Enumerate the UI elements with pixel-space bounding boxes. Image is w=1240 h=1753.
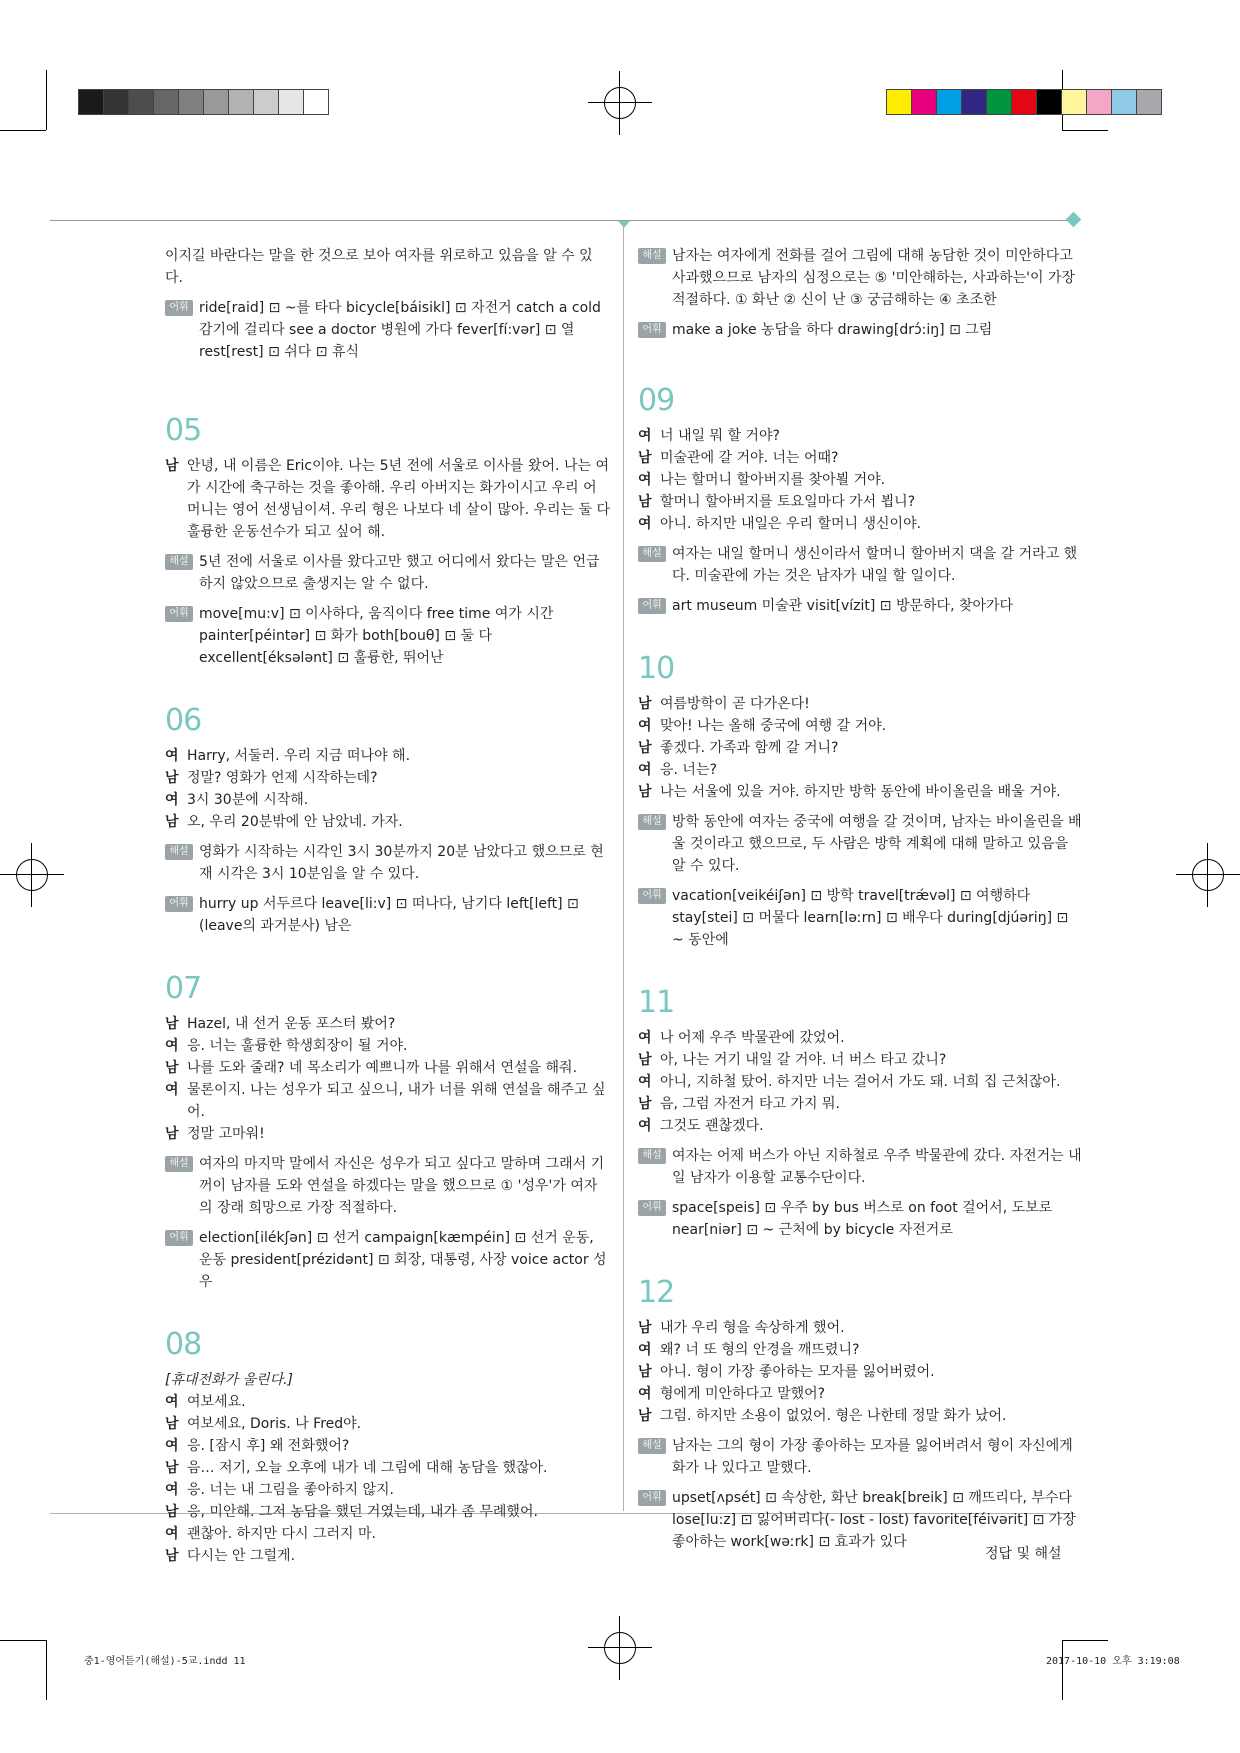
dialogue-line: [638, 1115, 1083, 1137]
explain-tag: 해설: [638, 814, 666, 830]
dialogue-line: [165, 1523, 610, 1545]
vocab-note: [638, 319, 1083, 341]
explain-tag: 해설: [638, 1438, 666, 1454]
explain-tag: 해설: [638, 1148, 666, 1164]
dialogue-line: [638, 715, 1083, 737]
dialogue-text: 나는 할머니 할아버지를 찾아뵐 거야.: [660, 472, 886, 488]
dialogue-line: [165, 811, 610, 833]
color-swatch: [937, 90, 962, 114]
color-swatch: [129, 90, 154, 114]
explain-note: [638, 1435, 1083, 1479]
explain-note: [165, 1153, 610, 1219]
dialogue-line: [165, 1457, 610, 1479]
question-12: [638, 1273, 1083, 1553]
speaker-label: 남: [165, 1504, 179, 1520]
vocab-text: move[mu:v] ⊡ 이사하다, 움직이다 free time 여가 시간 painter[péintər] ⊡ 화가 both[bouθ] ⊡ 둘 다 excellent[éksələnt] ⊡ 훌륭한, 뛰어난: [199, 606, 554, 666]
speaker-label: 여: [638, 1342, 652, 1358]
question-07: [165, 969, 610, 1293]
question-08: [165, 1325, 610, 1567]
registration-mark: [600, 1628, 640, 1668]
question-number: 09: [638, 383, 675, 418]
dialogue-text: 나는 서울에 있을 거야. 하지만 방학 동안에 바이올린을 배울 거야.: [660, 784, 1061, 800]
dialogue-line: [638, 491, 1083, 513]
explain-text: 여자의 마지막 말에서 자신은 성우가 되고 싶다고 말하며 그래서 기꺼이 남자를 도와 연설을 하겠다는 말을 했으므로 ① '성우'가 여자의 장래 희망으로 가장 적절하다.: [199, 1156, 605, 1216]
explain-note: [165, 841, 610, 885]
speaker-label: 여: [638, 718, 652, 734]
speaker-label: 남: [638, 1096, 652, 1112]
color-swatch: [279, 90, 304, 114]
explain-text: 방학 동안에 여자는 중국에 여행을 갈 것이며, 남자는 바이올린을 배울 것이라고 했으므로, 두 사람은 방학 계획에 대해 말하고 있음을 알 수 있다.: [672, 814, 1082, 874]
speaker-label: 남: [638, 1052, 652, 1068]
process-color-bar: [886, 89, 1162, 115]
color-swatch: [1137, 90, 1161, 114]
dialogue-text: 좋겠다. 가족과 함께 갈 거니?: [660, 740, 839, 756]
dialogue-text: 안녕, 내 이름은 Eric이야. 나는 5년 전에 서울로 이사를 왔어. 나는 여가 시간에 축구하는 것을 좋아해. 우리 아버지는 화가이시고 우리 어머니는 영어 선생님이셔. 우리 형은 나보다 네 살이 많아. 우리는 둘 다 훌륭한 운동선수가 되고 싶어 해.: [187, 458, 610, 540]
color-swatch: [987, 90, 1012, 114]
speaker-label: 여: [165, 792, 179, 808]
question-number: 12: [638, 1275, 675, 1310]
dialogue-line: [165, 1057, 610, 1079]
vocab-note: [638, 595, 1083, 617]
speaker-label: 남: [638, 696, 652, 712]
speaker-label: 남: [165, 458, 179, 474]
dialogue-line: [165, 1545, 610, 1567]
explain-text: 5년 전에 서울로 이사를 왔다고만 했고 어디에서 왔다는 말은 언급하지 않았으므로 출생지는 알 수 없다.: [199, 554, 600, 592]
question-number: 07: [165, 971, 202, 1006]
dialogue-line: [638, 513, 1083, 535]
intro-section: [165, 245, 610, 363]
color-swatch: [104, 90, 129, 114]
dialogue-line: [638, 1093, 1083, 1115]
question-number: 11: [638, 985, 675, 1020]
dialogue-line: [638, 1405, 1083, 1427]
dialogue-text: 다시는 안 그럴게.: [187, 1548, 296, 1564]
speaker-label: 여: [638, 472, 652, 488]
speaker-label: 남: [165, 1060, 179, 1076]
question-08-notes: [638, 245, 1083, 341]
vocab-note: [165, 297, 610, 363]
color-swatch: [254, 90, 279, 114]
explain-note: [638, 1145, 1083, 1189]
registration-mark: [600, 83, 640, 123]
dialogue-text: 음… 저기, 오늘 오후에 내가 네 그림에 대해 농담을 했잖아.: [187, 1460, 548, 1476]
vocab-text: hurry up 서두르다 leave[li:v] ⊡ 떠나다, 남기다 left[left] ⊡ (leave의 과거분사) 남은: [199, 896, 579, 934]
speaker-label: 남: [165, 1460, 179, 1476]
explain-note: [165, 551, 610, 595]
speaker-label: 여: [638, 1118, 652, 1134]
grey-color-bar: [78, 89, 329, 115]
slug-right: 2017-10-10 오후 3:19:08: [1046, 1656, 1180, 1667]
dialogue-text: 맞아! 나는 올해 중국에 여행 갈 거야.: [660, 718, 887, 734]
dialogue-text: 오, 우리 20분밖에 안 남았네. 가자.: [187, 814, 403, 830]
dialogue-text: 할머니 할아버지를 토요일마다 가서 뵙니?: [660, 494, 916, 510]
dialogue-text: 응. [잠시 후] 왜 전화했어?: [187, 1438, 350, 1454]
color-swatch: [1062, 90, 1087, 114]
question-number: 05: [165, 413, 202, 448]
vocab-text: election[ilékʃən] ⊡ 선거 campaign[kæmpéin] ⊡ 선거 운동, 운동 president[prézidənt] ⊡ 회장, 대통령, 사장 voice actor 성우: [199, 1230, 607, 1290]
speaker-label: 남: [638, 1320, 652, 1336]
dialogue-line: [165, 1413, 610, 1435]
color-swatch: [204, 90, 229, 114]
crop-mark: [1062, 1640, 1108, 1641]
color-swatch: [1037, 90, 1062, 114]
color-swatch: [1012, 90, 1037, 114]
dialogue-line: [638, 1361, 1083, 1383]
speaker-label: 남: [638, 494, 652, 510]
speaker-label: 여: [165, 748, 179, 764]
dialogue-text: Harry, 서둘러. 우리 지금 떠나야 해.: [187, 748, 411, 764]
dialogue-text: 응. 너는?: [660, 762, 717, 778]
vocab-tag: 어휘: [638, 1200, 666, 1216]
vocab-tag: 어휘: [638, 322, 666, 338]
color-swatch: [887, 90, 912, 114]
explain-tag: 해설: [165, 844, 193, 860]
explain-text: 여자는 내일 할머니 생신이라서 할머니 할아버지 댁을 갈 거라고 했다. 미술관에 가는 것은 남자가 내일 할 일이다.: [672, 546, 1078, 584]
vocab-text: upset[ʌpsét] ⊡ 속상한, 화난 break[breik] ⊡ 깨뜨리다, 부수다 lose[lu:z] ⊡ 잃어버리다(- lost - lost) favorite[féivərit] ⊡ 가장 좋아하는 work[wəːrk] ⊡ 효과가 있다: [672, 1490, 1076, 1550]
dialogue-text: 너 내일 뭐 할 거야?: [660, 428, 780, 444]
color-swatch: [962, 90, 987, 114]
explain-note: [638, 245, 1083, 311]
crop-mark: [0, 1640, 46, 1641]
speaker-label: 여: [638, 762, 652, 778]
speaker-label: 여: [165, 1082, 179, 1098]
dialogue-line: [165, 1479, 610, 1501]
vocab-tag: 어휘: [638, 888, 666, 904]
vocab-tag: 어휘: [638, 1490, 666, 1506]
registration-mark: [12, 855, 52, 895]
registration-mark: [1188, 855, 1228, 895]
speaker-label: 남: [638, 740, 652, 756]
vocab-text: ride[raid] ⊡ ~를 타다 bicycle[báisikl] ⊡ 자전거 catch a cold 감기에 걸리다 see a doctor 병원에 가다 fever[fí:vər] ⊡ 열 rest[rest] ⊡ 쉬다 ⊡ 휴식: [199, 300, 601, 360]
intro-text: 이지길 바란다는 말을 한 것으로 보아 여자를 위로하고 있음을 알 수 있다.: [165, 248, 593, 286]
dialogue-line: [638, 737, 1083, 759]
dialogue-line: [165, 1123, 610, 1145]
dialogue-line: [638, 1339, 1083, 1361]
dialogue-text: 형에게 미안하다고 말했어?: [660, 1386, 826, 1402]
dialogue-line: [165, 789, 610, 811]
dialogue-line: [638, 447, 1083, 469]
vocab-text: art museum 미술관 visit[vízit] ⊡ 방문하다, 찾아가다: [672, 598, 1014, 614]
dialogue-text: 괜찮아. 하지만 다시 그러지 마.: [187, 1526, 376, 1542]
speaker-label: 남: [638, 1408, 652, 1424]
speaker-label: 남: [165, 1548, 179, 1564]
dialogue-text: 아니, 지하철 탔어. 하지만 너는 걸어서 가도 돼. 너희 집 근처잖아.: [660, 1074, 1061, 1090]
question-09: [638, 381, 1083, 617]
vocab-note: [638, 885, 1083, 951]
vocab-note: [165, 603, 610, 669]
color-swatch: [229, 90, 254, 114]
speaker-label: 여: [638, 1030, 652, 1046]
speaker-label: 여: [165, 1438, 179, 1454]
dialogue-line: [165, 455, 610, 543]
dialogue-line: [638, 1383, 1083, 1405]
vocab-tag: 어휘: [638, 598, 666, 614]
speaker-label: 여: [638, 428, 652, 444]
footer-label: 정답 및 해설: [985, 1546, 1062, 1562]
rule-marker-triangle: [618, 221, 630, 228]
dialogue-text: 아, 나는 거기 내일 갈 거야. 너 버스 타고 갔니?: [660, 1052, 947, 1068]
crop-mark: [1062, 130, 1108, 131]
dialogue-text: 응. 너는 훌륭한 학생회장이 될 거야.: [187, 1038, 408, 1054]
question-number: 06: [165, 703, 202, 738]
color-swatch: [304, 90, 328, 114]
explain-note: [638, 543, 1083, 587]
dialogue-text: Hazel, 내 선거 운동 포스터 봤어?: [187, 1016, 396, 1032]
dialogue-line: [165, 1391, 610, 1413]
vocab-text: space[speis] ⊡ 우주 by bus 버스로 on foot 걸어서, 도보로 near[niər] ⊡ ~ 근처에 by bicycle 자전거로: [672, 1200, 1053, 1238]
speaker-label: 남: [165, 1126, 179, 1142]
dialogue-text: 정말 고마워!: [187, 1126, 265, 1142]
vocab-tag: 어휘: [165, 300, 193, 316]
dialogue-text: 여름방학이 곧 다가온다!: [660, 696, 810, 712]
explain-tag: 해설: [165, 554, 193, 570]
color-swatch: [79, 90, 104, 114]
dialogue-text: 여보세요, Doris. 나 Fred야.: [187, 1416, 362, 1432]
dialogue-line: [165, 1501, 610, 1523]
dialogue-line: [638, 781, 1083, 803]
vocab-tag: 어휘: [165, 606, 193, 622]
question-05: [165, 411, 610, 669]
dialogue-text: 물론이지. 나는 성우가 되고 싶으니, 내가 너를 위해 연설을 해주고 싶어.: [187, 1082, 606, 1120]
dialogue-text: 그것도 괜찮겠다.: [660, 1118, 764, 1134]
rule-marker-diamond: [1066, 212, 1082, 228]
speaker-label: 여: [165, 1394, 179, 1410]
dialogue-text: 내가 우리 형을 속상하게 했어.: [660, 1320, 845, 1336]
speaker-label: 남: [165, 814, 179, 830]
dialogue-text: 아니. 하지만 내일은 우리 할머니 생신이야.: [660, 516, 922, 532]
vocab-note: [165, 1227, 610, 1293]
color-swatch: [912, 90, 937, 114]
speaker-label: 여: [638, 1386, 652, 1402]
question-06: [165, 701, 610, 937]
color-swatch: [179, 90, 204, 114]
dialogue-line: [165, 1035, 610, 1057]
slug-left: 중1-영어듣기(해설)-5교.indd 11: [84, 1656, 246, 1667]
speaker-label: 남: [165, 1016, 179, 1032]
right-column: [638, 245, 1083, 1585]
speaker-label: 여: [165, 1526, 179, 1542]
question-number: 10: [638, 651, 675, 686]
dialogue-line: [638, 469, 1083, 491]
vocab-tag: 어휘: [165, 896, 193, 912]
crop-mark: [1062, 1640, 1063, 1700]
dialogue-text: 음, 그럼 자전거 타고 가지 뭐.: [660, 1096, 840, 1112]
dialogue-line: [165, 767, 610, 789]
crop-mark: [46, 1640, 47, 1700]
dialogue-text: 아니. 형이 가장 좋아하는 모자를 잃어버렸어.: [660, 1364, 935, 1380]
vocab-tag: 어휘: [165, 1230, 193, 1246]
dialogue-text: 여보세요.: [187, 1394, 246, 1410]
dialogue-text: 그럼. 하지만 소용이 없었어. 형은 나한테 정말 화가 났어.: [660, 1408, 1007, 1424]
explain-tag: 해설: [165, 1156, 193, 1172]
dialogue-line: [165, 1079, 610, 1123]
speaker-label: 여: [638, 1074, 652, 1090]
explain-text: 영화가 시작하는 시각인 3시 30분까지 20분 남았다고 했으므로 현재 시각은 3시 10분임을 알 수 있다.: [199, 844, 604, 882]
question-11: [638, 983, 1083, 1241]
question-10: [638, 649, 1083, 951]
speaker-label: 남: [638, 450, 652, 466]
speaker-label: 여: [638, 516, 652, 532]
dialogue-text: 나를 도와 줄래? 네 목소리가 예쁘니까 나를 위해서 연설을 해줘.: [187, 1060, 578, 1076]
speaker-label: 여: [165, 1038, 179, 1054]
column-divider: [623, 226, 624, 1511]
dialogue-line: [638, 1071, 1083, 1093]
vocab-text: make a joke 농담을 하다 drawing[drɔ́:iŋ] ⊡ 그림: [672, 322, 993, 338]
speaker-label: 남: [165, 770, 179, 786]
vocab-note: [638, 1197, 1083, 1241]
explain-tag: 해설: [638, 248, 666, 264]
color-swatch: [1112, 90, 1137, 114]
dialogue-text: 미술관에 갈 거야. 너는 어때?: [660, 450, 839, 466]
explain-text: 남자는 여자에게 전화를 걸어 그림에 대해 농담한 것이 미안하다고 사과했으므로 남자의 심정으로는 ⑤ '미안해하는, 사과하는'이 가장 적절하다. ① 화난 ② 신이 난 ③ 궁금해하는 ④ 초조한: [672, 248, 1076, 308]
dialogue-line: [638, 759, 1083, 781]
crop-mark: [0, 130, 46, 131]
top-rule: [50, 220, 1075, 221]
vocab-text: vacation[veikéiʃən] ⊡ 방학 travel[trǽvəl] ⊡ 여행하다 stay[stei] ⊡ 머물다 learn[ləːrn] ⊡ 배우다 during[djúəriŋ] ⊡ ~ 동안에: [672, 888, 1069, 948]
dialogue-line: [638, 693, 1083, 715]
dialogue-text: 응, 미안해. 그저 농담을 했던 거였는데, 내가 좀 무례했어.: [187, 1504, 538, 1520]
dialogue-line: [165, 1013, 610, 1035]
color-swatch: [1087, 90, 1112, 114]
dialogue-text: 응. 너는 내 그림을 좋아하지 않지.: [187, 1482, 394, 1498]
dialogue-line: [638, 1027, 1083, 1049]
stage-direction: [휴대전화가 울린다.]: [165, 1372, 294, 1388]
explain-text: 여자는 어제 버스가 아닌 지하철로 우주 박물관에 갔다. 자전거는 내일 남자가 이용할 교통수단이다.: [672, 1148, 1082, 1186]
dialogue-line: [638, 1049, 1083, 1071]
dialogue-line: [638, 1317, 1083, 1339]
dialogue-line: [638, 425, 1083, 447]
dialogue-text: 왜? 너 또 형의 안경을 깨뜨렸니?: [660, 1342, 860, 1358]
speaker-label: 남: [638, 1364, 652, 1380]
left-column: [165, 245, 610, 1599]
dialogue-line: [165, 1435, 610, 1457]
dialogue-text: 나 어제 우주 박물관에 갔었어.: [660, 1030, 845, 1046]
explain-note: [638, 811, 1083, 877]
speaker-label: 여: [165, 1482, 179, 1498]
dialogue-text: 3시 30분에 시작해.: [187, 792, 309, 808]
speaker-label: 남: [638, 784, 652, 800]
explain-text: 남자는 그의 형이 가장 좋아하는 모자를 잃어버려서 형이 자신에게 화가 나 있다고 말했다.: [672, 1438, 1073, 1476]
question-number: 08: [165, 1327, 202, 1362]
vocab-note: [165, 893, 610, 937]
explain-tag: 해설: [638, 546, 666, 562]
dialogue-text: 정말? 영화가 언제 시작하는데?: [187, 770, 378, 786]
crop-mark: [46, 70, 47, 130]
speaker-label: 남: [165, 1416, 179, 1432]
dialogue-line: [165, 745, 610, 767]
color-swatch: [154, 90, 179, 114]
